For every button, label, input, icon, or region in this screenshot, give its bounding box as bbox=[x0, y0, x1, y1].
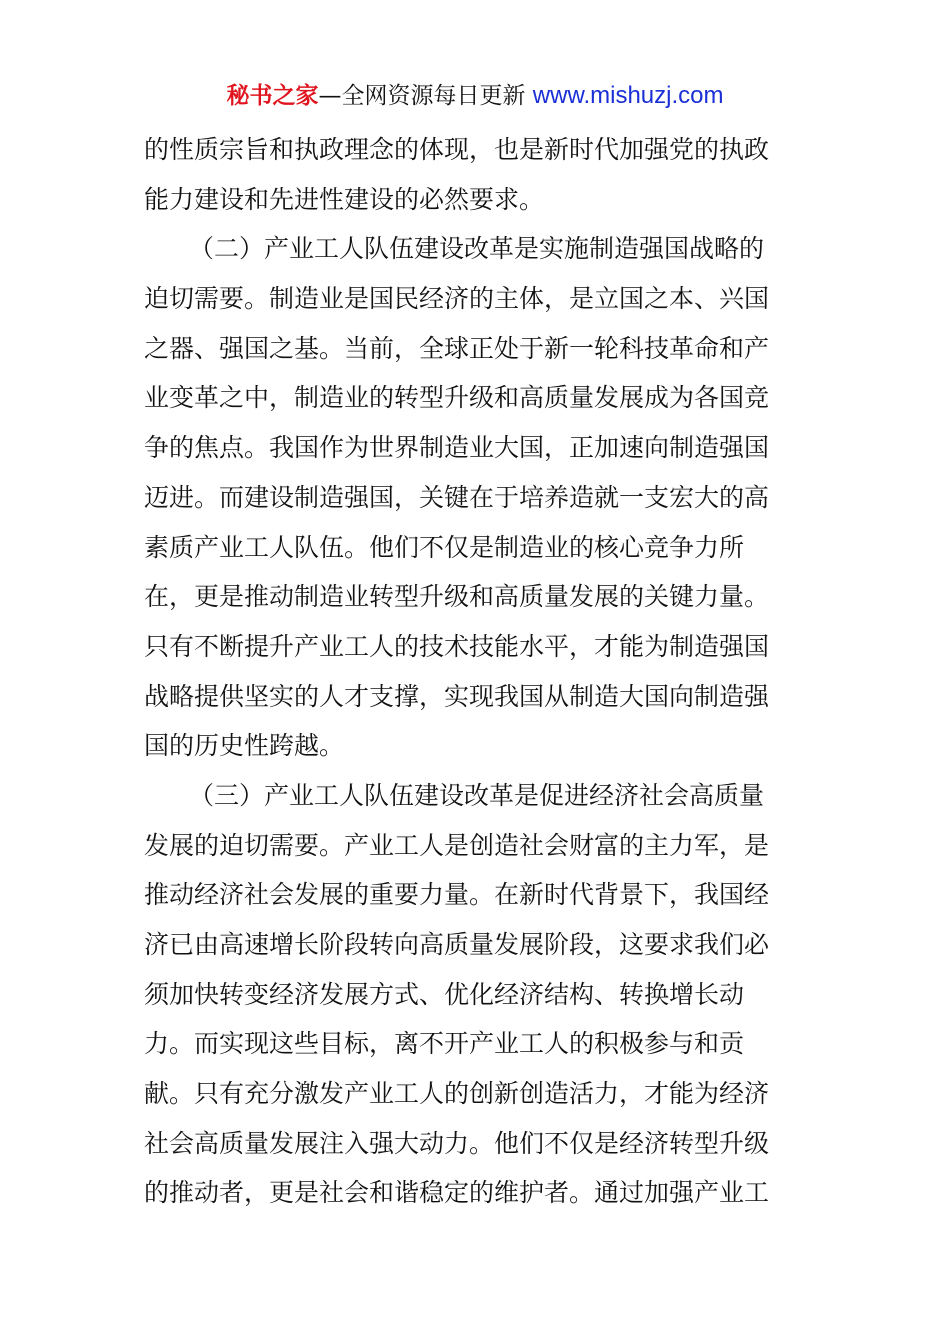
site-brand: 秘书之家 bbox=[226, 83, 319, 109]
text-line: 发展的迫切需要。产业工人是创造社会财富的主力军，是 bbox=[144, 830, 770, 860]
text-line: 力。而实现这些目标，离不开产业工人的积极参与和贡 bbox=[144, 1029, 745, 1059]
text-line: 之器、强国之基。当前，全球正处于新一轮科技革命和产 bbox=[144, 333, 770, 363]
text-line: 须加快转变经济发展方式、优化经济结构、转换增长动 bbox=[144, 979, 745, 1009]
text-line: 献。只有充分激发产业工人的创新创造活力，才能为经济 bbox=[144, 1079, 770, 1109]
site-tagline: —全网资源每日更新 bbox=[318, 83, 533, 109]
text-line: 只有不断提升产业工人的技术技能水平，才能为制造强国 bbox=[144, 631, 770, 661]
text-line: 推动经济社会发展的重要力量。在新时代背景下，我国经 bbox=[144, 880, 770, 910]
section-heading-line: （二）产业工人队伍建设改革是实施制造强国战略的 bbox=[189, 234, 765, 264]
text-line: 济已由高速增长阶段转向高质量发展阶段，这要求我们必 bbox=[144, 930, 770, 959]
text-line: 能力建设和先进性建设的必然要求。 bbox=[144, 184, 545, 214]
document-body bbox=[144, 125, 808, 1218]
text-line: 迈进。而建设制造强国，关键在于培养造就一支宏大的高 bbox=[144, 482, 770, 512]
text-line: 社会高质量发展注入强大动力。他们不仅是经济转型升级 bbox=[144, 1128, 770, 1158]
text-line: 在，更是推动制造业转型升级和高质量发展的关键力量。 bbox=[144, 582, 770, 612]
text-line: 争的焦点。我国作为世界制造业大国，正加速向制造强国 bbox=[144, 433, 770, 463]
text-line: 国的历史性跨越。 bbox=[144, 731, 345, 761]
text-line: 迫切需要。制造业是国民经济的主体，是立国之本、兴国 bbox=[144, 284, 770, 314]
site-url-link[interactable]: www.mishuzj.com bbox=[532, 82, 724, 109]
section-heading-line: （三）产业工人队伍建设改革是促进经济社会高质量 bbox=[189, 780, 765, 810]
text-line: 战略提供坚实的人才支撑，实现我国从制造大国向制造强 bbox=[144, 681, 770, 711]
text-line: 的推动者，更是社会和谐稳定的维护者。通过加强产业工 bbox=[144, 1178, 770, 1208]
text-line: 的性质宗旨和执政理念的体现，也是新时代加强党的执政 bbox=[144, 135, 770, 164]
site-header bbox=[0, 80, 950, 112]
text-line: 素质产业工人队伍。他们不仅是制造业的核心竞争力所 bbox=[144, 532, 745, 562]
text-line: 业变革之中，制造业的转型升级和高质量发展成为各国竞 bbox=[144, 383, 770, 413]
